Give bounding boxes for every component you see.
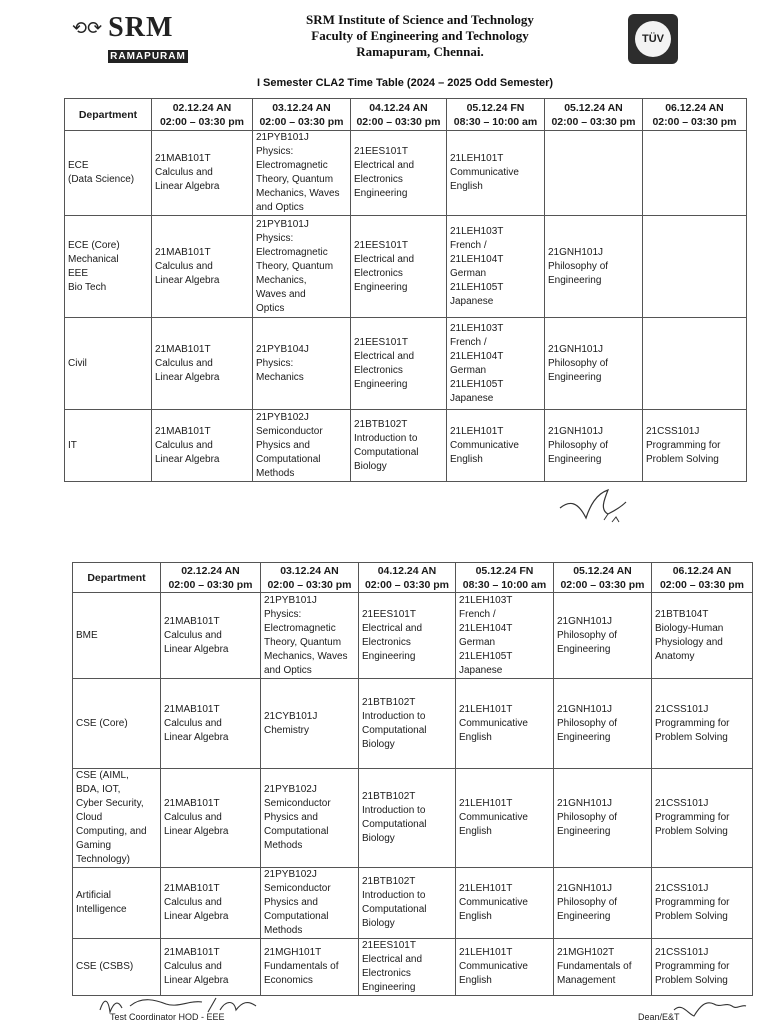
course-cell: 21MAB101T Calculus and Linear Algebra xyxy=(161,593,261,679)
header-date-label: 02.12.24 AN xyxy=(181,564,240,577)
header-time-label: 02:00 – 03:30 pm xyxy=(364,578,450,591)
course-cell: 21MAB101T Calculus and Linear Algebra xyxy=(161,769,261,868)
department-cell: Artificial Intelligence xyxy=(73,868,161,939)
institute-name xyxy=(230,12,610,60)
course-cell: 21CSS101J Programming for Problem Solving xyxy=(652,679,753,769)
table-2-body xyxy=(73,593,753,996)
course-cell: 21EES101T Electrical and Electronics Engineering xyxy=(351,131,447,216)
table-row xyxy=(65,318,747,410)
header-time-label: 08:30 – 10:00 am xyxy=(453,115,538,128)
header-time-label: 02:00 – 03:30 pm xyxy=(159,115,245,128)
course-cell: 21PYB104J Physics: Mechanics xyxy=(253,318,351,410)
course-cell: 21GNH101J Philosophy of Engineering xyxy=(554,679,652,769)
header-date xyxy=(643,99,747,131)
department-cell: Civil xyxy=(65,318,152,410)
course-cell: 21PYB102J Semiconductor Physics and Computational Methods xyxy=(261,769,359,868)
header-date xyxy=(261,563,359,593)
course-cell: 21LEH103T French / 21LEH104T German 21LEH105T Japanese xyxy=(456,593,554,679)
table-row xyxy=(73,939,753,996)
header-date xyxy=(161,563,261,593)
header-date-label: 06.12.24 AN xyxy=(672,564,732,577)
course-cell: 21MAB101T Calculus and Linear Algebra xyxy=(161,679,261,769)
timetable-table-1 xyxy=(64,98,747,482)
course-cell xyxy=(643,216,747,318)
course-cell: 21PYB101J Physics: Electromagnetic Theory, Quantum Mechanics, Waves and Optics xyxy=(261,593,359,679)
course-cell: 21LEH101T Communicative English xyxy=(447,131,545,216)
header-date xyxy=(545,99,643,131)
header-time-label: 02:00 – 03:30 pm xyxy=(652,115,737,128)
table-row xyxy=(73,593,753,679)
course-cell: 21PYB101J Physics: Electromagnetic Theory, Quantum Mechanics, Waves and Optics xyxy=(253,216,351,318)
table-header-row xyxy=(65,99,747,131)
course-cell: 21MAB101T Calculus and Linear Algebra xyxy=(152,318,253,410)
department-cell: BME xyxy=(73,593,161,679)
institute-line: Ramapuram, Chennai. xyxy=(356,44,484,59)
table-header-row xyxy=(73,563,753,593)
header-date-label: 04.12.24 AN xyxy=(377,564,437,577)
course-cell: 21GNH101J Philosophy of Engineering xyxy=(545,410,643,482)
course-cell: 21MAB101T Calculus and Linear Algebra xyxy=(161,939,261,996)
header-date xyxy=(447,99,545,131)
header-date-label: 05.12.24 AN xyxy=(573,564,632,577)
logo-subtext: RAMAPURAM xyxy=(108,50,188,63)
course-cell: 21EES101T Electrical and Electronics Engineering xyxy=(359,593,456,679)
header-department xyxy=(73,563,161,593)
header-date xyxy=(554,563,652,593)
course-cell xyxy=(643,318,747,410)
institute-line: SRM Institute of Science and Technology xyxy=(306,12,534,27)
course-cell: 21MAB101T Calculus and Linear Algebra xyxy=(161,868,261,939)
course-cell: 21PYB101J Physics: Electromagnetic Theory, Quantum Mechanics, Waves and Optics xyxy=(253,131,351,216)
course-cell: 21LEH103T French / 21LEH104T German 21LEH105T Japanese xyxy=(447,216,545,318)
header-date-label: 05.12.24 FN xyxy=(466,101,525,114)
course-cell: 21LEH101T Communicative English xyxy=(456,868,554,939)
department-cell: CSE (AIML, BDA, IOT, Cyber Security, Cloud Computing, and Gaming Technology) xyxy=(73,769,161,868)
header-time-label: 02:00 – 03:30 pm xyxy=(259,115,344,128)
course-cell: 21GNH101J Philosophy of Engineering xyxy=(545,318,643,410)
header-date xyxy=(351,99,447,131)
footer-right-caption: Dean/E&T xyxy=(638,1012,680,1022)
course-cell xyxy=(643,131,747,216)
header-date-label: 03.12.24 AN xyxy=(272,101,331,114)
course-cell: 21GNH101J Philosophy of Engineering xyxy=(554,868,652,939)
course-cell: 21EES101T Electrical and Electronics Engineering xyxy=(351,318,447,410)
course-cell: 21BTB102T Introduction to Computational Biology xyxy=(351,410,447,482)
course-cell: 21LEH101T Communicative English xyxy=(456,939,554,996)
course-cell: 21BTB102T Introduction to Computational Biology xyxy=(359,679,456,769)
header-time-label: 02:00 – 03:30 pm xyxy=(267,578,352,591)
header-date-label: 04.12.24 AN xyxy=(369,101,428,114)
course-cell: 21MAB101T Calculus and Linear Algebra xyxy=(152,410,253,482)
header-time-label: 02:00 – 03:30 pm xyxy=(551,115,636,128)
course-cell: 21EES101T Electrical and Electronics Engineering xyxy=(359,939,456,996)
department-cell: CSE (CSBS) xyxy=(73,939,161,996)
course-cell: 21BTB102T Introduction to Computational Biology xyxy=(359,769,456,868)
header-date-label: 06.12.24 AN xyxy=(665,101,724,114)
course-cell: 21PYB102J Semiconductor Physics and Computational Methods xyxy=(261,868,359,939)
course-cell: 21BTB102T Introduction to Computational Biology xyxy=(359,868,456,939)
department-cell: CSE (Core) xyxy=(73,679,161,769)
header-label: Department xyxy=(78,108,138,121)
course-cell: 21CSS101J Programming for Problem Solving xyxy=(652,868,753,939)
footer-left-caption: Test Coordinator HOD - EEE xyxy=(110,1012,225,1022)
course-cell: 21CSS101J Programming for Problem Solving xyxy=(643,410,747,482)
header-date xyxy=(652,563,753,593)
header-time-label: 02:00 – 03:30 pm xyxy=(659,578,745,591)
course-cell: 21CYB101J Chemistry xyxy=(261,679,359,769)
logo-text: SRM xyxy=(108,12,174,43)
course-cell: 21MAB101T Calculus and Linear Algebra xyxy=(152,131,253,216)
table-row xyxy=(65,410,747,482)
srm-emblem-icon: ⟲⟳ xyxy=(72,17,103,39)
course-cell xyxy=(545,131,643,216)
course-cell: 21GNH101J Philosophy of Engineering xyxy=(554,593,652,679)
table-row xyxy=(65,216,747,318)
course-cell: 21LEH101T Communicative English xyxy=(447,410,545,482)
srm-logo xyxy=(72,12,190,68)
tuv-badge-text: TÜV xyxy=(635,21,671,57)
institute-line: Faculty of Engineering and Technology xyxy=(311,28,529,43)
department-cell: ECE (Data Science) xyxy=(65,131,152,216)
tuv-certification-badge xyxy=(628,14,678,64)
course-cell: 21CSS101J Programming for Problem Solving xyxy=(652,939,753,996)
course-cell: 21GNH101J Philosophy of Engineering xyxy=(545,216,643,318)
table-row xyxy=(73,769,753,868)
table-row xyxy=(65,131,747,216)
table-1-body xyxy=(65,131,747,482)
course-cell: 21GNH101J Philosophy of Engineering xyxy=(554,769,652,868)
header-time-label: 02:00 – 03:30 pm xyxy=(356,115,441,128)
header-date-label: 02.12.24 AN xyxy=(172,101,232,114)
course-cell: 21LEH101T Communicative English xyxy=(456,679,554,769)
course-cell: 21EES101T Electrical and Electronics Engineering xyxy=(351,216,447,318)
header-department xyxy=(65,99,152,131)
header-date xyxy=(253,99,351,131)
header-date xyxy=(456,563,554,593)
table-row xyxy=(73,868,753,939)
department-cell: IT xyxy=(65,410,152,482)
signature-initials xyxy=(556,484,646,530)
header-date-label: 05.12.24 AN xyxy=(564,101,623,114)
header-date xyxy=(152,99,253,131)
timetable-table-2 xyxy=(72,562,753,996)
course-cell: 21MAB101T Calculus and Linear Algebra xyxy=(152,216,253,318)
header-date-label: 05.12.24 FN xyxy=(475,564,534,577)
course-cell: 21LEH101T Communicative English xyxy=(456,769,554,868)
course-cell: 21CSS101J Programming for Problem Solving xyxy=(652,769,753,868)
header-date-label: 03.12.24 AN xyxy=(280,564,339,577)
header-time-label: 08:30 – 10:00 am xyxy=(462,578,547,591)
header-date xyxy=(359,563,456,593)
course-cell: 21MGH102T Fundamentals of Management xyxy=(554,939,652,996)
course-cell: 21LEH103T French / 21LEH104T German 21LEH105T Japanese xyxy=(447,318,545,410)
department-cell: ECE (Core) Mechanical EEE Bio Tech xyxy=(65,216,152,318)
header-label: Department xyxy=(87,571,146,584)
course-cell: 21PYB102J Semiconductor Physics and Computational Methods xyxy=(253,410,351,482)
header-time-label: 02:00 – 03:30 pm xyxy=(560,578,645,591)
header-time-label: 02:00 – 03:30 pm xyxy=(168,578,253,591)
course-cell: 21BTB104T Biology-Human Physiology and Anatomy xyxy=(652,593,753,679)
signature-dean xyxy=(670,996,750,1020)
table-row xyxy=(73,679,753,769)
course-cell: 21MGH101T Fundamentals of Economics xyxy=(261,939,359,996)
timetable-title: I Semester CLA2 Time Table (2024 – 2025 Odd Semester) xyxy=(256,77,554,89)
